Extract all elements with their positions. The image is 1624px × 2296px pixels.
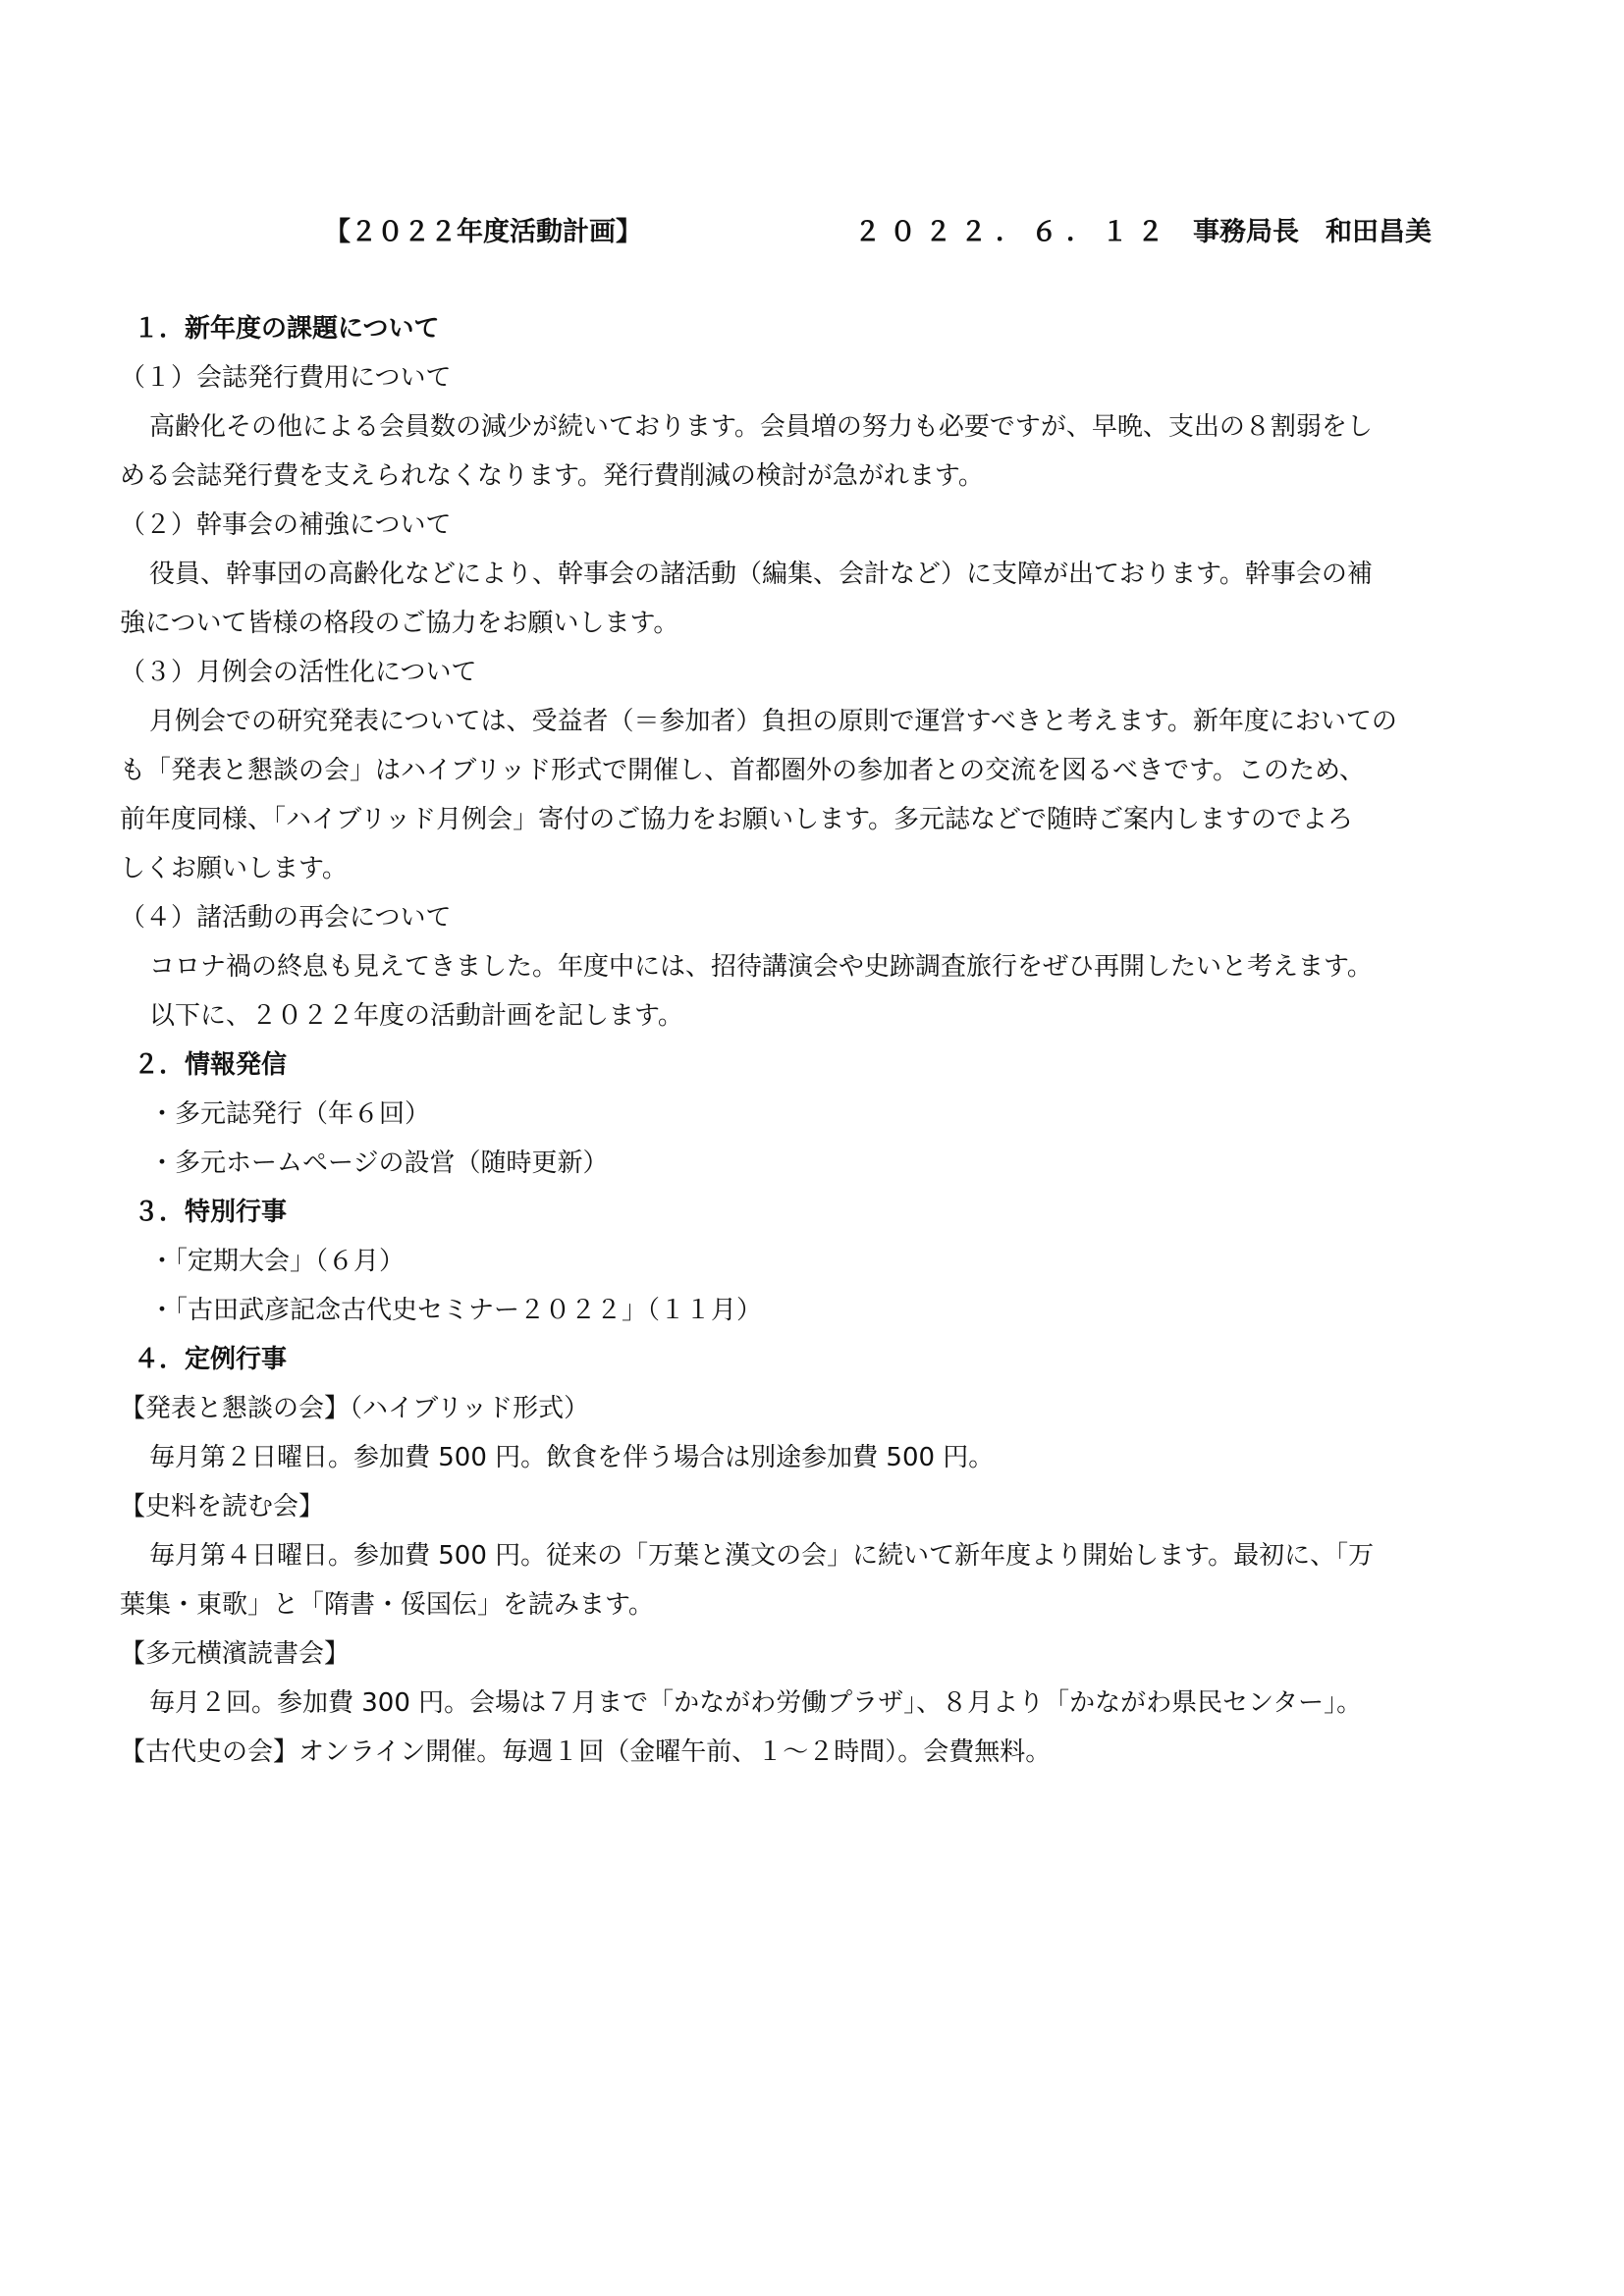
event-detail: 毎月第４日曜日。参加費 500 円。従来の「万葉と漢文の会」に続いて新年度より開始します。最初に、「万: [149, 1541, 1375, 1571]
paragraph-line: 以下に、２０２２年度の活動計画を記します。: [149, 1001, 683, 1031]
event-title: 【多元横濱読書会】: [120, 1639, 351, 1669]
document-header: [324, 210, 1502, 255]
section-heading: ２．情報発信: [134, 1050, 288, 1080]
section-heading: ４．定例行事: [134, 1345, 288, 1374]
subsection-heading: （２）幹事会の補強について: [120, 510, 452, 540]
subsection-heading: （４）諸活動の再会について: [120, 903, 452, 933]
document-title: 【２０２２年度活動計画】: [324, 217, 642, 247]
event-detail: 毎月２回。参加費 300 円。会場は７月まで「かながわ労働プラザ」、８月より「かながわ県民センター」。: [149, 1688, 1363, 1718]
paragraph-line: コロナ禍の終息も見えてきました。年度中には、招待講演会や史跡調査旅行をぜひ再開したいと考えます。: [149, 952, 1373, 982]
paragraph-line: 前年度同様、「ハイブリッド月例会」寄付のご協力をお願いします。多元誌などで随時ご案内しますのでよろ: [120, 805, 1354, 834]
subsection-heading: （１）会誌発行費用について: [120, 363, 452, 393]
event-detail: 毎月第２日曜日。参加費 500 円。飲食を伴う場合は別途参加費 500 円。: [149, 1443, 995, 1472]
list-item: ・「古田武彦記念古代史セミナー２０２２」（１１月）: [149, 1296, 763, 1325]
paragraph-line: も「発表と懇談の会」はハイブリッド形式で開催し、首都圏外の参加者との交流を図るべきです。このため、: [120, 756, 1366, 785]
list-item: ・多元誌発行（年６回）: [149, 1099, 431, 1129]
event-title: 【史料を読む会】: [120, 1492, 325, 1522]
event-title: 【発表と懇談の会】（ハイブリッド形式）: [120, 1394, 590, 1423]
document-date: ２０２２．６．１２: [854, 217, 1172, 247]
list-item: ・「定期大会」（６月）: [149, 1247, 406, 1276]
paragraph-line: 高齢化その他による会員数の減少が続いております。会員増の努力も必要ですが、早晩、支出の８割弱をし: [149, 412, 1373, 442]
subsection-heading: （３）月例会の活性化について: [120, 658, 477, 687]
paragraph-line: める会誌発行費を支えられなくなります。発行費削減の検討が急がれます。: [120, 461, 984, 491]
paragraph-line: 月例会での研究発表については、受益者（＝参加者）負担の原則で運営すべきと考えます。新年度においての: [149, 707, 1397, 736]
section-heading: １．新年度の課題について: [134, 314, 440, 344]
event-title: 【古代史の会】オンライン開催。毎週１回（金曜午前、１～２時間）。会費無料。: [120, 1737, 1052, 1767]
paragraph-line: しくお願いします。: [120, 854, 348, 883]
paragraph-line: 役員、幹事団の高齢化などにより、幹事会の諸活動（編集、会計など）に支障が出ております。幹事会の補: [149, 560, 1373, 589]
event-detail: 葉集・東歌」と「隋書・俀国伝」を読みます。: [120, 1590, 654, 1620]
paragraph-line: 強について皆様の格段のご協力をお願いします。: [120, 609, 679, 638]
list-item: ・多元ホームページの設営（随時更新）: [149, 1148, 609, 1178]
section-heading: ３．特別行事: [134, 1198, 288, 1227]
document-author: 事務局長 和田昌美: [1193, 217, 1432, 247]
document-body: [120, 304, 1514, 1777]
